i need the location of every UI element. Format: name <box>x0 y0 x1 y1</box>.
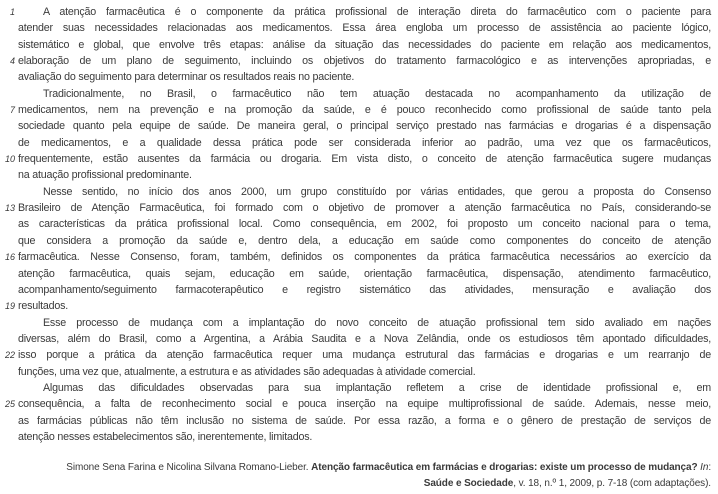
line-text: consequência, a falta de reconhecimento social e pouca inserção na equipe multiprofissional de saúde. Ademais, nesse meio, <box>18 398 711 411</box>
line-text: funções, uma vez que, atualmente, a estrutura e as atividades são adequadas à atividade comercial. <box>18 365 476 378</box>
text-line <box>0 347 711 363</box>
line-text: isso porque a prática da atenção farmacêutica requer uma mudança estrutural das farmácias e drogarias e um rearranjo de <box>18 349 711 362</box>
line-text: acompanhamento/seguimento farmacoterapêutico e registro sistemático das atividades, mensuração e avaliação dos <box>18 283 711 296</box>
line-text: na atuação profissional predominante. <box>18 169 192 182</box>
text-line <box>0 216 711 232</box>
line-text: diversas, além do Brasil, como a Argentina, a Arábia Saudita e a Nova Zelândia, onde os estudiosos têm apontado dificuldades, <box>18 332 711 345</box>
line-number: 22 <box>4 350 15 361</box>
line-text: atender suas necessidades relacionadas aos medicamentos. Essa área engloba um processo de assistência ao paciente lógico, <box>18 22 711 35</box>
citation-journal: Saúde e Sociedade <box>423 477 514 489</box>
text-line <box>0 249 711 265</box>
line-text: atenção nesses estabelecimentos são, inerentemente, limitados. <box>18 430 313 443</box>
text-line <box>0 282 711 298</box>
line-text: atenção farmacêutica, quais sejam, educação em saúde, orientação farmacêutica, dispensação, atendimento farmacêutico, <box>18 267 711 280</box>
citation <box>18 460 711 491</box>
text-line <box>0 315 711 331</box>
text-line <box>0 233 711 249</box>
text-line <box>0 151 711 167</box>
line-text: resultados. <box>18 300 69 313</box>
line-text: que considera a promoção da saúde e, dentro dela, a educação em saúde como componentes do conceito de atenção <box>18 234 711 247</box>
text-line <box>0 69 711 85</box>
text-line <box>0 53 711 69</box>
line-number: 19 <box>4 301 15 312</box>
line-text: sistemático e global, que envolve três etapas: análise da situação das necessidades do paciente em relação aos medicamentos, <box>18 38 711 51</box>
text-line <box>0 364 711 380</box>
line-text: Nesse sentido, no início dos anos 2000, um grupo constituído por várias entidades, que gerou a proposta do Consenso <box>43 185 711 198</box>
line-text: Esse processo de mudança com a implantação do novo conceito de atuação profissional tem sido avaliado em nações <box>43 316 711 329</box>
text-line <box>0 135 711 151</box>
text-line <box>0 4 711 20</box>
line-number: 13 <box>4 203 15 214</box>
text-line <box>0 429 711 445</box>
citation-authors: Simone Sena Farina e Nicolina Silvana Romano-Lieber. <box>66 462 312 474</box>
line-text: as farmácias públicas não têm inclusão no sistema de saúde. Por essa razão, a forma e o gênero de prestação de serviços de <box>18 414 711 427</box>
line-number: 25 <box>4 399 15 410</box>
text-line <box>0 167 711 183</box>
text-line <box>0 184 711 200</box>
line-text: A atenção farmacêutica é o componente da prática profissional de interação direta do farmacêutico com o paciente para <box>43 6 711 18</box>
line-number: 4 <box>9 56 15 67</box>
citation-line-2 <box>18 476 711 492</box>
text-line <box>0 200 711 216</box>
line-text: medicamentos, nem na prevenção e na promoção da saúde, e é pouco reconhecido como profissional de saúde tanto pela <box>18 104 711 117</box>
line-text: as características da prática profissional local. Como consequência, em 2002, foi proposto um conceito nacional para o tema, <box>18 218 711 231</box>
text-line <box>0 102 711 118</box>
line-number: 1 <box>9 7 15 17</box>
line-text: de medicamentos, e a qualidade dessa prática pode ser considerada inferior ao padrão, uma vez que os farmacêuticos, <box>18 136 711 149</box>
citation-in-label: In <box>700 462 709 474</box>
text-line <box>0 413 711 429</box>
citation-colon: : <box>708 462 711 474</box>
line-text: sociedade quanto pela equipe de saúde. De maneira geral, o principal serviço prestado nas farmácias e drogarias é a dispensação <box>18 120 711 133</box>
citation-title: Atenção farmacêutica em farmácias e drogarias: existe um processo de mudança? <box>311 462 701 474</box>
line-text: avaliação do seguimento para determinar os resultados reais no paciente. <box>18 71 355 84</box>
text-line <box>0 396 711 412</box>
text-line <box>0 266 711 282</box>
text-lines <box>0 4 711 445</box>
citation-details: , v. 18, n.º 1, 2009, p. 7-18 (com adaptações). <box>513 477 711 489</box>
line-number: 10 <box>4 154 15 165</box>
line-text: Brasileiro de Atenção Farmacêutica, foi formado com o objetivo de promover a atenção farmacêutica no País, considerando-se <box>18 202 711 215</box>
text-line <box>0 86 711 102</box>
line-text: frequentemente, estão ausentes da farmácia ou drogaria. Em vista disto, o conceito de atenção farmacêutica sugere mudanças <box>18 153 711 166</box>
line-text: Tradicionalmente, no Brasil, o farmacêutico não tem atuação destacada no acompanhamento da utilização de <box>43 87 711 100</box>
line-text: Algumas das dificuldades observadas para sua implantação refletem a crise de identidade profissional e, em <box>43 381 711 394</box>
line-number: 7 <box>9 105 15 116</box>
text-line <box>0 380 711 396</box>
citation-line-1 <box>18 460 711 476</box>
line-text: farmacêutica. Nesse Consenso, foram, também, definidos os componentes da prática farmacêutica necessários ao exercício da <box>18 251 711 264</box>
text-line <box>0 331 711 347</box>
text-line <box>0 20 711 36</box>
text-line <box>0 118 711 134</box>
line-text: elaboração de um plano de seguimento, incluindo os objetivos do tratamento farmacológico e as intervenções apropriadas, e <box>18 55 711 68</box>
text-line <box>0 298 711 314</box>
text-line <box>0 37 711 53</box>
line-number: 16 <box>4 252 15 263</box>
